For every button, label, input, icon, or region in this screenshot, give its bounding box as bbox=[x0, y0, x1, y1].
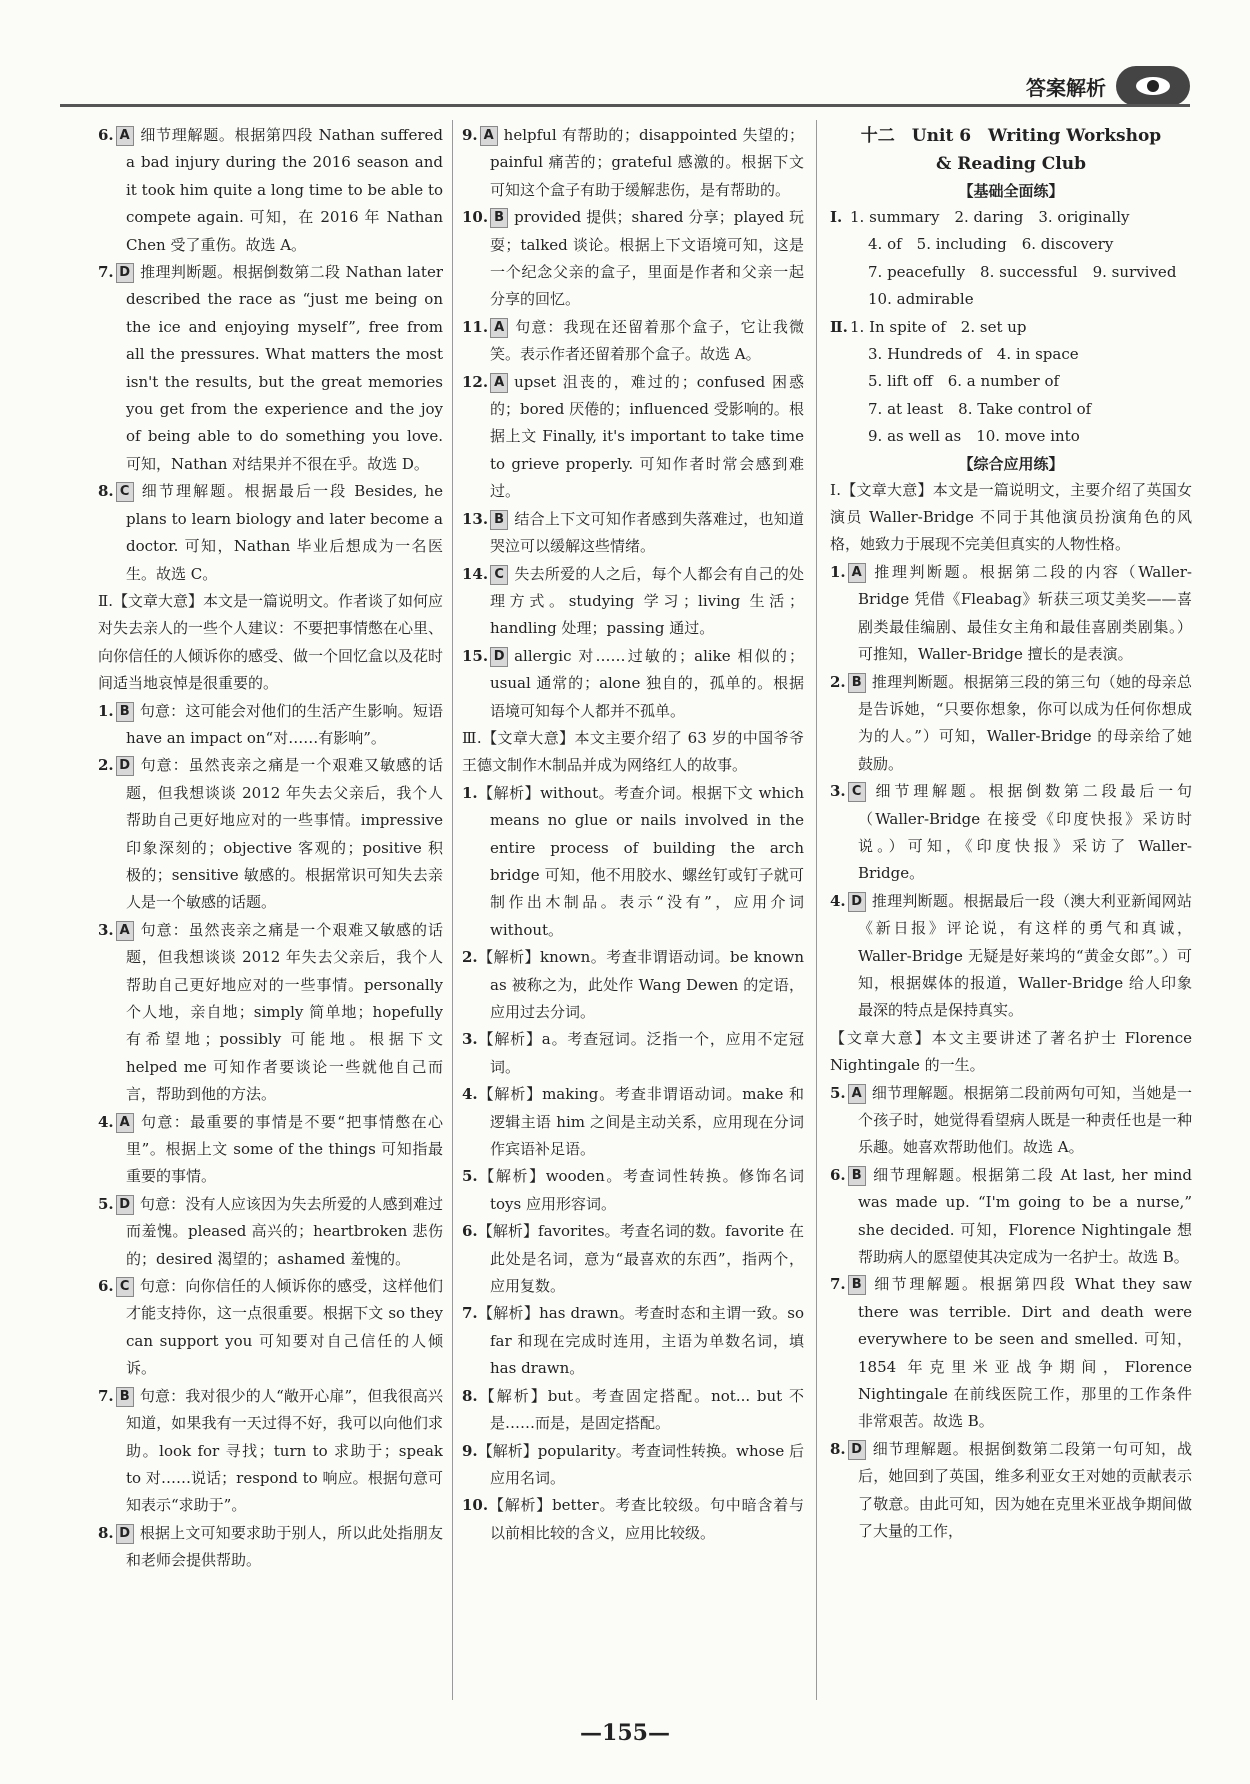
question-number: 1. bbox=[462, 783, 478, 802]
answer-letter: A bbox=[490, 373, 508, 393]
explanation-text: 【解析】has drawn。考查时态和主谓一致。so far 和现在完成时连用，主语为单数名词，填 has drawn。 bbox=[477, 1304, 804, 1378]
answer-letter: B bbox=[490, 510, 508, 530]
word-list-line: 4. of 5. including 6. discovery bbox=[868, 235, 1114, 254]
answer-entry bbox=[462, 506, 804, 561]
explanation-text: 【解析】making。考查非谓语动词。make 和逻辑主语 him 之间是主动关系，应用现在分词作宾语补足语。 bbox=[477, 1085, 804, 1159]
answer-letter: D bbox=[490, 647, 508, 667]
header-title: 答案解析 bbox=[1026, 75, 1106, 100]
word-list-line: 3. Hundreds of 4. in space bbox=[868, 345, 1079, 364]
answer-letter: A bbox=[116, 126, 134, 146]
explanation-text: 句意：这可能会对他们的生活产生影响。短语 have an impact on“对……有影响”。 bbox=[126, 701, 443, 747]
explanation-text: 句意：最重要的事情是不要“把事情憋在心里”。根据上文 some of the things 可知指最重要的事情。 bbox=[126, 1112, 443, 1186]
question-number: 6. bbox=[830, 1165, 846, 1184]
explanation-text: 句意：我对很少的人“敞开心扉”，但我很高兴知道，如果我有一天过得不好，我可以向他们求助。look for 寻找；turn to 求助于；speak to 对……说话；respond to 响应。根据句意可知表示“求助于”。 bbox=[126, 1386, 443, 1515]
answer-entry bbox=[830, 1162, 1192, 1272]
explanation-text: 推理判断题。根据最后一段（澳大利亚新闻网站《新日报》评论说，有这样的勇气和真诚，Waller-Bridge 无疑是好莱坞的“黄金女郎”。）可知，根据媒体的报道，Waller-Bridge 给人印象最深的特点是保持真实。 bbox=[858, 891, 1192, 1020]
page-header bbox=[1026, 64, 1190, 108]
explanation-text: 推理判断题。根据第二段的内容（Waller-Bridge 凭借《Fleabag》斩获三项艾美奖——喜剧类最佳编剧、最佳女主角和最佳喜剧类剧集。）可推知，Waller-Bridge 擅长的是表演。 bbox=[858, 562, 1192, 664]
answer-entry bbox=[462, 204, 804, 314]
explanation-text: 细节理解题。根据最后一段 Besides, he plans to learn biology and later become a doctor. 可知，Nathan 毕业后想成为一名医生。故选 C。 bbox=[126, 482, 443, 583]
answer-entry bbox=[98, 1191, 443, 1273]
answer-entry bbox=[462, 944, 804, 1026]
explanation-text: 句意：虽然丧亲之痛是一个艰难又敏感的话题，但我想谈谈 2012 年失去父亲后，我个人帮助自己更好地应对的一些事情。personally 个人地，亲自地；simply 简单地；hopefully 有希望地；possibly 可能地。根据下文 helped me 可知作者要谈论一些就他自己而言，帮助到他的方法。 bbox=[126, 920, 443, 1104]
question-number: 4. bbox=[830, 891, 846, 910]
column-3 bbox=[830, 122, 1192, 1697]
answer-entry bbox=[462, 780, 804, 944]
answer-entry bbox=[462, 1300, 804, 1382]
answer-entry bbox=[830, 1436, 1192, 1546]
summary-paragraph: 【文章大意】本文主要讲述了著名护士 Florence Nightingale 的一生。 bbox=[830, 1028, 1192, 1075]
question-number: 10. bbox=[462, 1496, 489, 1515]
answer-letter: C bbox=[116, 482, 134, 502]
question-number: 7. bbox=[830, 1275, 846, 1294]
explanation-text: 【解析】better。考查比较级。句中暗含着与以前相比较的含义，应用比较级。 bbox=[488, 1496, 804, 1542]
column-1 bbox=[98, 122, 443, 1697]
word-list-items bbox=[850, 314, 1192, 451]
question-number: 5. bbox=[98, 1194, 114, 1213]
question-number: 8. bbox=[98, 1523, 114, 1542]
explanation-text: 细节理解题。根据倒数第二段最后一句（Waller-Bridge 在接受《印度快报》采访时说。）可知，《印度快报》采访了 Waller-Bridge。 bbox=[858, 782, 1192, 883]
answer-entry bbox=[98, 698, 443, 753]
word-list-line: 10. admirable bbox=[868, 290, 974, 309]
explanation-text: 细节理解题。根据第二段 At last, her mind was made up. “I'm going to be a nurse,” she decided. 可知，Florence Nightingale 想帮助病人的愿望使其决定成为一名护士。故选 B。 bbox=[858, 1165, 1192, 1267]
answer-entry bbox=[98, 752, 443, 916]
explanation-text: 【解析】popularity。考查词性转换。whose 后应用名词。 bbox=[477, 1441, 804, 1487]
answer-letter: C bbox=[490, 565, 508, 585]
question-number: 15. bbox=[462, 646, 489, 665]
word-list-1 bbox=[830, 204, 1192, 314]
answer-entry bbox=[830, 778, 1192, 888]
question-number: 3. bbox=[462, 1030, 478, 1049]
question-number: 4. bbox=[462, 1085, 478, 1104]
question-number: 2. bbox=[462, 948, 478, 967]
column-divider bbox=[816, 120, 817, 1700]
question-number: 10. bbox=[462, 208, 489, 227]
question-number: 2. bbox=[830, 672, 846, 691]
answer-letter: C bbox=[848, 782, 866, 802]
question-number: 4. bbox=[98, 1112, 114, 1131]
answer-entry bbox=[462, 122, 804, 204]
answer-entry bbox=[830, 559, 1192, 669]
answer-letter: B bbox=[116, 702, 134, 722]
question-number: 1. bbox=[98, 701, 114, 720]
question-number: 6. bbox=[98, 126, 114, 144]
answer-entry bbox=[98, 122, 443, 259]
section-title-line-2: & Reading Club bbox=[936, 154, 1086, 174]
page-number: —155— bbox=[580, 1720, 670, 1746]
question-number: 7. bbox=[98, 263, 114, 282]
answer-letter: B bbox=[848, 673, 866, 693]
question-number: 6. bbox=[462, 1222, 478, 1241]
explanation-text: upset 沮丧的，难过的；confused 困惑的；bored 厌倦的；influenced 受影响的。根据上文 Finally, it's important to take time to grieve properly. 可知作者时常会感到难过。 bbox=[490, 372, 804, 501]
explanation-text: 细节理解题。根据第四段 What they saw there was terrible. Dirt and death were everywhere to be seen and smelled. 可知，1854 年克里米亚战争期间，Florence Nightingale 在前线医院工作，那里的工作条件非常艰苦。故选 B。 bbox=[858, 1275, 1192, 1431]
question-number: 8. bbox=[830, 1439, 846, 1458]
question-number: 12. bbox=[462, 372, 489, 391]
subsection-applied: 【综合应用练】 bbox=[958, 454, 1064, 473]
word-list-line: 1. In spite of 2. set up bbox=[850, 317, 1027, 336]
explanation-text: 根据上文可知要求助于别人，所以此处指朋友和老师会提供帮助。 bbox=[126, 1523, 443, 1570]
explanation-text: 句意：虽然丧亲之痛是一个艰难又敏感的话题，但我想谈谈 2012 年失去父亲后，我个人帮助自己更好地应对的一些事情。impressive 印象深刻的；objective 客观的；positive 积极的；sensitive 敏感的。根据常识可知失去亲人是一个敏感的话题。 bbox=[126, 756, 443, 912]
summary-paragraph: Ⅰ.【文章大意】本文是一篇说明文，主要介绍了英国女演员 Waller-Bridge 不同于其他演员扮演角色的风格，她致力于展现不完美但真实的人物性格。 bbox=[830, 480, 1192, 554]
answer-letter: A bbox=[480, 126, 498, 146]
summary-paragraph: Ⅲ.【文章大意】本文主要介绍了 63 岁的中国爷爷王德文制作木制品并成为网络红人的故事。 bbox=[462, 728, 804, 775]
question-number: 11. bbox=[462, 317, 489, 336]
roman-numeral: Ⅰ. bbox=[830, 208, 843, 226]
explanation-text: 细节理解题。根据第四段 Nathan suffered a bad injury during the 2016 season and it took him quite a long time to be able to compete again. 可知，在 2016 年 Nathan Chen 受了重伤。故选 A。 bbox=[126, 126, 443, 254]
answer-letter: D bbox=[116, 263, 134, 283]
answer-entry bbox=[98, 1273, 443, 1383]
question-number: 6. bbox=[98, 1277, 114, 1296]
question-number: 14. bbox=[462, 564, 489, 583]
subsection-basic: 【基础全面练】 bbox=[958, 182, 1064, 200]
question-number: 7. bbox=[462, 1304, 478, 1323]
explanation-text: 推理判断题。根据倒数第二段 Nathan later described the race as “just me being on the ice and enjoying myself”, free from all the pressures. What matters the most isn't the results, but the great memories you get from the experience and the joy of being able to do something you love. 可知，Nathan 对结果并不很在乎。故选 D。 bbox=[126, 263, 443, 473]
word-list-line: 7. peacefully 8. successful 9. survived bbox=[868, 262, 1177, 281]
question-number: 5. bbox=[462, 1167, 478, 1186]
question-number: 5. bbox=[830, 1083, 846, 1102]
word-list-line: 1. summary 2. daring 3. originally bbox=[850, 208, 1130, 226]
column-3-entries bbox=[830, 477, 1192, 1546]
explanation-text: 【解析】wooden。考查词性转换。修饰名词 toys 应用形容词。 bbox=[477, 1167, 804, 1213]
explanation-text: 细节理解题。根据第二段前两句可知，当她是一个孩子时，她觉得看望病人既是一种责任也是一种乐趣。她喜欢帮助他们。故选 A。 bbox=[858, 1083, 1192, 1157]
answer-letter: D bbox=[848, 1440, 866, 1460]
word-list-items bbox=[850, 204, 1192, 314]
answer-entry bbox=[830, 888, 1192, 1025]
summary-paragraph: Ⅱ.【文章大意】本文是一篇说明文。作者谈了如何应对失去亲人的一些个人建议：不要把事情憋在心里、向你信任的人倾诉你的感受、做一个回忆盒以及花时间适当地哀悼是很重要的。 bbox=[98, 591, 443, 693]
explanation-text: 失去所爱的人之后，每个人都会有自己的处理方式。studying 学习；living 生活；handling 处理；passing 通过。 bbox=[490, 564, 804, 638]
word-list-line: 5. lift off 6. a number of bbox=[868, 372, 1060, 391]
answer-entry bbox=[98, 917, 443, 1109]
word-list-line: 7. at least 8. Take control of bbox=[868, 399, 1092, 418]
answer-entry bbox=[98, 259, 443, 478]
explanation-text: provided 提供；shared 分享；played 玩耍；talked 谈论。根据上下文语境可知，这是一个纪念父亲的盒子，里面是作者和父亲一起分享的回忆。 bbox=[490, 208, 804, 309]
answer-letter: B bbox=[848, 1275, 866, 1295]
answer-letter: A bbox=[848, 563, 866, 583]
question-number: 9. bbox=[462, 1441, 478, 1460]
answer-entry bbox=[462, 643, 804, 725]
explanation-text: 【解析】without。考查介词。根据下文 which means no glue or nails involved in the entire process of building the arch bridge 可知，他不用胶水、螺丝钉或钉子就可制作出木制品。表示“没有”，应用介词 without。 bbox=[477, 783, 804, 939]
answer-letter: A bbox=[116, 921, 134, 941]
answer-letter: D bbox=[116, 756, 134, 776]
answer-entry bbox=[462, 1492, 804, 1547]
question-number: 8. bbox=[462, 1386, 478, 1405]
question-number: 3. bbox=[830, 782, 846, 801]
answer-entry bbox=[462, 1081, 804, 1163]
answer-letter: D bbox=[848, 892, 866, 912]
answer-entry bbox=[830, 669, 1192, 779]
answer-entry bbox=[462, 314, 804, 369]
question-number: 9. bbox=[462, 126, 478, 144]
explanation-text: 结合上下文可知作者感到失落难过，也知道哭泣可以缓解这些情绪。 bbox=[490, 509, 804, 556]
explanation-text: 句意：没有人应该因为失去所爱的人感到难过而羞愧。pleased 高兴的；heartbroken 悲伤的；desired 渴望的；ashamed 羞愧的。 bbox=[126, 1194, 443, 1268]
column-divider bbox=[452, 120, 453, 1700]
answer-entry bbox=[462, 561, 804, 643]
answer-entry bbox=[462, 1438, 804, 1493]
column-2 bbox=[462, 122, 804, 1697]
question-number: 2. bbox=[98, 756, 114, 775]
answer-entry bbox=[462, 1026, 804, 1081]
question-number: 1. bbox=[830, 562, 846, 581]
explanation-text: 句意：我现在还留着那个盒子，它让我微笑。表示作者还留着那个盒子。故选 A。 bbox=[490, 317, 804, 364]
answer-entry bbox=[98, 1520, 443, 1575]
answer-entry bbox=[830, 1271, 1192, 1435]
answer-entry bbox=[830, 1080, 1192, 1162]
answer-letter: B bbox=[848, 1166, 866, 1186]
answer-letter: B bbox=[490, 208, 508, 228]
explanation-text: 推理判断题。根据第三段的第三句（她的母亲总是告诉她，“只要你想象，你可以成为任何你想成为的人。”）可知，Waller-Bridge 的母亲给了她鼓励。 bbox=[858, 672, 1192, 773]
word-list-line: 9. as well as 10. move into bbox=[868, 427, 1080, 446]
answer-letter: D bbox=[116, 1195, 134, 1215]
explanation-text: 细节理解题。根据倒数第二段第一句可知，战后，她回到了英国，维多利亚女王对她的贡献表示了敬意。由此可知，因为她在克里米亚战争期间做了大量的工作， bbox=[858, 1439, 1192, 1541]
answer-entry bbox=[462, 1163, 804, 1218]
answer-entry bbox=[462, 1383, 804, 1438]
answer-letter: A bbox=[116, 1113, 134, 1133]
section-title: 十二 Unit 6 Writing Workshop bbox=[860, 126, 1162, 146]
answer-letter: B bbox=[116, 1387, 134, 1407]
explanation-text: allergic 对……过敏的；alike 相似的；usual 通常的；alone 独自的，孤单的。根据语境可知每个人都并不孤单。 bbox=[490, 646, 804, 720]
explanation-text: 【解析】favorites。考查名词的数。favorite 在此处是名词，意为“最喜欢的东西”，指两个，应用复数。 bbox=[477, 1222, 804, 1296]
answer-letter: C bbox=[116, 1277, 134, 1297]
question-number: 13. bbox=[462, 509, 489, 528]
answer-entry bbox=[98, 1109, 443, 1191]
answer-entry bbox=[462, 1218, 804, 1300]
explanation-text: 【解析】but。考查固定搭配。not... but 不是……而是，是固定搭配。 bbox=[477, 1386, 804, 1433]
explanation-text: 【解析】a。考查冠词。泛指一个，应用不定冠词。 bbox=[477, 1030, 804, 1076]
explanation-text: 【解析】known。考查非谓语动词。be known as 被称之为，此处作 Wang Dewen 的定语，应用过去分词。 bbox=[477, 948, 804, 1021]
answer-letter: A bbox=[490, 318, 508, 338]
answer-letter: D bbox=[116, 1524, 134, 1544]
question-number: 3. bbox=[98, 920, 114, 939]
question-number: 7. bbox=[98, 1386, 114, 1405]
roman-numeral: Ⅱ. bbox=[830, 317, 848, 336]
question-number: 8. bbox=[98, 482, 114, 501]
eye-icon bbox=[1136, 77, 1170, 95]
explanation-text: helpful 有帮助的；disappointed 失望的；painful 痛苦的；grateful 感激的。根据下文可知这个盒子有助于缓解悲伤，是有帮助的。 bbox=[490, 126, 804, 199]
word-list-2 bbox=[830, 314, 1192, 451]
answer-letter: A bbox=[848, 1084, 866, 1104]
publisher-logo-icon bbox=[1116, 66, 1190, 106]
answer-entry bbox=[98, 1383, 443, 1520]
explanation-text: 句意：向你信任的人倾诉你的感受，这样他们才能支持你，这一点很重要。根据下文 so they can support you 可知要对自己信任的人倾诉。 bbox=[126, 1277, 443, 1378]
answer-entry bbox=[462, 369, 804, 506]
answer-entry bbox=[98, 478, 443, 588]
header-rule bbox=[60, 104, 1190, 107]
